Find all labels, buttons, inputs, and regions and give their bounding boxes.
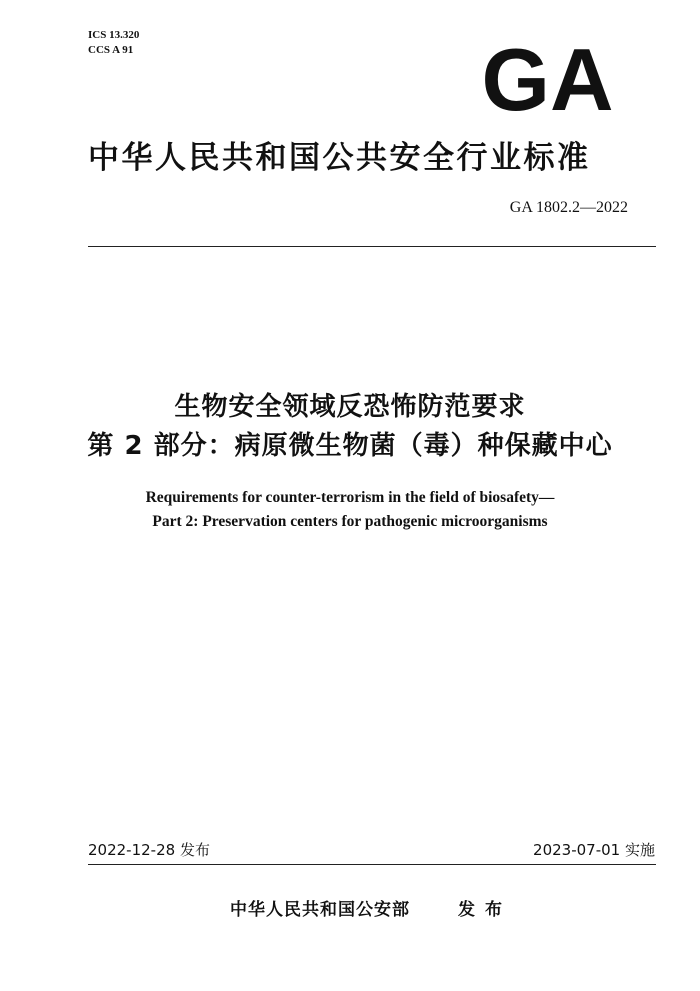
standard-number: GA 1802.2—2022 xyxy=(509,199,628,216)
issuer-name: 中华人民共和国公安部 xyxy=(230,900,410,920)
title-en-line2: Part 2: Preservation centers for pathogenic microorganisms xyxy=(152,513,548,530)
issue-date: 2022-12-28 发布 xyxy=(88,841,210,859)
issuer-action: 发布 xyxy=(458,900,512,920)
ga-logo-text: GA xyxy=(481,38,614,114)
ics-code: ICS 13.320 xyxy=(88,29,140,41)
ccs-code: CCS A 91 xyxy=(88,44,134,56)
title-en-line1: Requirements for counter-terrorism in the field of biosafety— xyxy=(145,489,555,506)
bottom-divider xyxy=(88,864,656,865)
implementation-date: 2023-07-01 实施 xyxy=(533,841,655,859)
top-divider xyxy=(88,246,656,247)
ga-logo xyxy=(480,38,615,114)
classification-codes xyxy=(88,28,139,58)
org-title: 中华人民共和国公共安全行业标准 xyxy=(88,140,591,176)
title-zh-line1: 生物安全领域反恐怖防范要求 xyxy=(174,392,526,422)
title-zh-line2: 第 2 部分：病原微生物菌（毒）种保藏中心 xyxy=(87,431,613,461)
